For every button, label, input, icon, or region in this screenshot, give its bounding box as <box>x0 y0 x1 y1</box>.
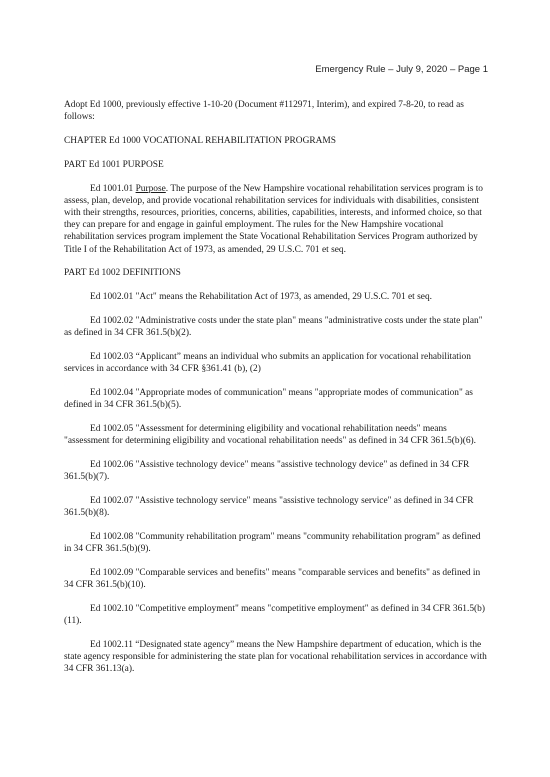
purpose-heading: Purpose <box>135 183 166 194</box>
document-body <box>64 99 490 687</box>
page-header: Emergency Rule – July 9, 2020 – Page 1 <box>315 64 488 75</box>
purpose-text: . The purpose of the New Hampshire vocational rehabilitation services program is to assess, plan, develop, and provide vocational rehabilitation services for individuals with disabilities, consistent with their strengths, resources, priorities, concerns, abilities, capabilities, interests, and informed choice, so that they can prepare for and engage in gainful employment. The rules for the New Hampshire vocational rehabilitation services program implement the State Vocational Rehabilitation Services Program authorized by Title I of the Rehabilitation Act of 1973, as amended, 29 U.S.C. 701 et seq. <box>64 183 483 255</box>
part-1001-title: PART Ed 1001 PURPOSE <box>64 159 164 170</box>
part-1002-title: PART Ed 1002 DEFINITIONS <box>64 268 181 279</box>
definition-assistive-service: Ed 1002.07 "Assistive technology service" means "assistive technology service" as defined in 34 CFR 361.5(b)(8). <box>64 496 474 519</box>
intro-paragraph: Adopt Ed 1000, previously effective 1-10-20 (Document #112971, Interim), and expired 7-8-20, to read as follows: <box>64 100 464 123</box>
chapter-title: CHAPTER Ed 1000 VOCATIONAL REHABILITATION PROGRAMS <box>64 136 336 146</box>
purpose-number: Ed 1001.01 <box>90 183 134 194</box>
definition-competitive-employment: Ed 1002.10 "Competitive employment" means "competitive employment" as defined in 34 CFR 361.5(b)(11). <box>64 604 485 627</box>
definition-communication-modes: Ed 1002.04 "Appropriate modes of communication" means "appropriate modes of communication" as defined in 34 CFR 361.5(b)(5). <box>64 388 473 411</box>
definition-community-program: Ed 1002.08 "Community rehabilitation program" means "community rehabilitation program" as defined in 34 CFR 361.5(b)(9). <box>64 532 481 555</box>
definition-applicant: Ed 1002.03 “Applicant” means an individual who submits an application for vocational rehabilitation services in accordance with 34 CFR §361.41 (b), (2) <box>64 352 471 375</box>
definition-act: Ed 1002.01 "Act" means the Rehabilitation Act of 1973, as amended, 29 U.S.C. 701 et seq. <box>90 292 432 303</box>
definition-comparable-services: Ed 1002.09 "Comparable services and benefits" means "comparable services and benefits" as defined in 34 CFR 361.5(b)(10). <box>64 568 481 591</box>
definition-assessment: Ed 1002.05 "Assessment for determining eligibility and vocational rehabilitation needs" means "assessment for determining eligibility and vocational rehabilitation needs" as defined in 34 CFR 361.5(b)(6). <box>64 424 476 447</box>
purpose-paragraph <box>64 183 490 256</box>
definition-administrative-costs: Ed 1002.02 "Administrative costs under the state plan" means "administrative costs under the state plan" as defined in 34 CFR 361.5(b)(2). <box>64 316 483 339</box>
definition-assistive-device: Ed 1002.06 "Assistive technology device" means "assistive technology device" as defined in 34 CFR 361.5(b)(7). <box>64 460 470 483</box>
definition-designated-agency: Ed 1002.11 “Designated state agency” means the New Hampshire department of education, which is the state agency responsible for administering the state plan for vocational rehabilitation services in accordance with 34 CFR 361.13(a). <box>64 640 487 675</box>
